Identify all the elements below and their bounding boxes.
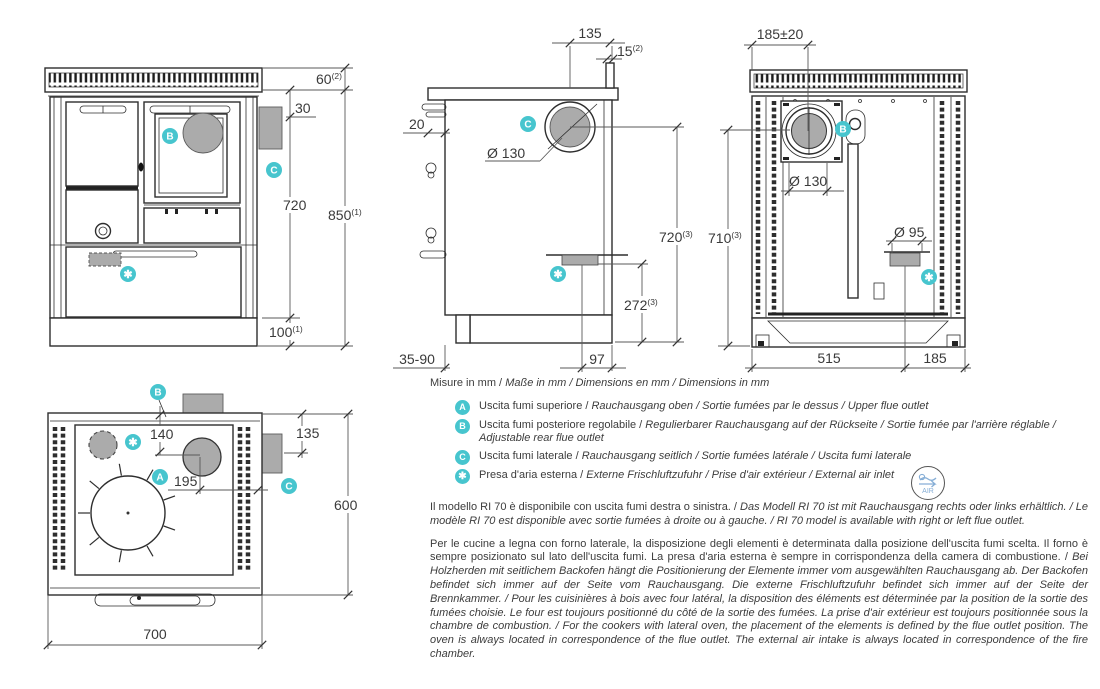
dim-top-outlet-depth: 135 bbox=[296, 425, 320, 441]
marker-air-front bbox=[120, 266, 136, 282]
dim-side-upstand: 15$^{(2)}$ bbox=[617, 43, 643, 59]
side-worktop bbox=[428, 88, 618, 100]
marker-b-front bbox=[162, 128, 178, 144]
side-hinge-bottom bbox=[420, 251, 446, 258]
dim-rear-air-offset: 515 bbox=[817, 350, 841, 366]
front-hob-grill bbox=[49, 73, 258, 87]
top-air-inlet bbox=[89, 431, 117, 459]
dim-side-air-offset: 97 bbox=[589, 351, 605, 367]
side-air-inlet bbox=[562, 255, 598, 265]
marker-air-side bbox=[550, 266, 566, 282]
door-latch bbox=[139, 163, 144, 172]
front-oven-drawer bbox=[144, 208, 240, 243]
svg-text:✱: ✱ bbox=[128, 437, 138, 449]
legend-item-label: Uscita fumi superiore / Rauchausgang oben / Sortie fumées par le dessus / Upper flue outlet bbox=[479, 399, 929, 412]
note-flue-availability: Il modello RI 70 è disponibile con uscita fumi destra o sinistra. / Das Modell RI 70 ist mit Rauchausgang rechts oder links erhältlich. / Le modèle RI 70 est disponible avec sortie fumées à droite ou à gauche. / RI 70 model is available with right or left flue outlet. bbox=[430, 501, 1088, 527]
side-plinth bbox=[470, 315, 612, 343]
side-knob-lower bbox=[426, 228, 436, 238]
front-firebox-door bbox=[66, 102, 138, 186]
dim-rear-air-edge: 185 bbox=[923, 350, 947, 366]
side-hinge-top bbox=[422, 104, 446, 110]
svg-text:B: B bbox=[166, 131, 174, 143]
dim-front-plinth: 100$^{(1)}$ bbox=[269, 324, 303, 340]
svg-text:A: A bbox=[156, 472, 164, 484]
marker-c-side bbox=[520, 116, 536, 132]
legend bbox=[430, 377, 1088, 488]
rear-flue-channel bbox=[848, 144, 858, 298]
legend-item-air-inlet bbox=[430, 469, 1088, 484]
air-certification-icon bbox=[911, 466, 945, 500]
dim-top-depth: 600 bbox=[334, 497, 358, 513]
marker-b-top bbox=[150, 384, 166, 400]
dim-top-flue-depth: 140 bbox=[150, 426, 174, 442]
air-regulator-knob bbox=[96, 224, 111, 239]
front-side-flue-outlet bbox=[259, 107, 282, 149]
marker-air-top bbox=[125, 434, 141, 450]
marker-c-front bbox=[266, 162, 282, 178]
marker-a-top bbox=[152, 469, 168, 485]
legend-item-upper-flue bbox=[430, 400, 1088, 415]
side-knob-upper bbox=[426, 163, 436, 173]
marker-c-top bbox=[281, 478, 297, 494]
notes bbox=[430, 501, 1088, 671]
marker-air-legend: ✱ bbox=[455, 469, 470, 484]
dim-rear-flue-offset: 185±20 bbox=[756, 26, 804, 42]
dim-front-total-height: 850$^{(1)}$ bbox=[328, 207, 362, 223]
top-flue-opening bbox=[183, 438, 221, 476]
dim-rear-flue-dia: Ø 130 bbox=[789, 173, 828, 189]
legend-item-rear-flue bbox=[430, 419, 1088, 446]
dim-front-outlet-height: 720 bbox=[283, 197, 307, 213]
legend-item-label: Uscita fumi posteriore regolabile / Regulierbarer Rauchausgang auf der Rückseite / Sortie fumée par l'arrière réglable / Adjustable rear flue outlet bbox=[479, 418, 1056, 444]
rear-view bbox=[705, 26, 971, 372]
svg-text:B: B bbox=[839, 124, 847, 136]
top-rear-flue-outlet bbox=[183, 394, 223, 413]
svg-text:C: C bbox=[285, 481, 293, 493]
marker-a-legend: A bbox=[455, 400, 470, 415]
dim-side-feet: 35-90 bbox=[399, 351, 435, 367]
top-side-flue-outlet bbox=[262, 434, 282, 473]
marker-air-rear bbox=[921, 269, 937, 285]
svg-text:✱: ✱ bbox=[553, 269, 563, 281]
dim-side-flue-height: 720$^{(3)}$ bbox=[659, 229, 693, 245]
front-flue-opening bbox=[183, 113, 223, 153]
legend-item-side-flue bbox=[430, 450, 1088, 465]
svg-text:B: B bbox=[154, 387, 162, 399]
rear-hob-grill bbox=[754, 74, 963, 88]
front-view bbox=[45, 64, 366, 350]
dim-side-flue-offset: 135 bbox=[578, 25, 602, 41]
dim-front-worktop: 60$^{(2)}$ bbox=[316, 71, 342, 87]
front-air-inlet bbox=[89, 253, 121, 266]
dim-side-rear-gap: 20 bbox=[409, 116, 425, 132]
dim-rear-air-dia: Ø 95 bbox=[894, 224, 925, 240]
svg-text:C: C bbox=[270, 165, 278, 177]
dim-side-air-height: 272$^{(3)}$ bbox=[624, 297, 658, 313]
legend-item-label: Uscita fumi laterale / Rauchausgang seitlich / Sortie fumées latérale / Uscita fumi laterale bbox=[479, 449, 912, 462]
dim-side-flue-dia: Ø 130 bbox=[487, 145, 526, 161]
side-upstand bbox=[606, 63, 614, 88]
note-element-placement: Per le cucine a legna con forno laterale, la disposizione degli elementi è determinata dalla posizione dell'uscita fumi scelta. Il forno è sempre posizionato sul lato dell'uscita fumi. La presa d'aria esterna è sempre in corrispondenza della camera di combustione. / Bei Holzherden mit seitlichem Backofen hängt die Positionierung der Elemente immer vom ausgewählten Rauchausgang ab. Der Backofen befindet sich immer auf der Seite vom Rauchausgang. Die externe Frischluftzufuhr befindet sich immer auf der Seite der Brennkammer. / Pour les cuisinières à bois avec four latéral, la disposition des éléments est déterminée par la position de la sortie des fumées choisie. Le four est toujours positionné du côté de la sortie des fumées. La prise d'air extérieur est toujours positionnée sous la chambre de combustion. / For the cookers with lateral oven, the placement of the elements is defined by the flue outlet position. The oven is always located in correspondence of the flue outlet. The external air intake is always located in correspondence of the fire chamber. bbox=[430, 537, 1088, 660]
dim-top-flue-side: 195 bbox=[174, 473, 198, 489]
svg-text:AIR: AIR bbox=[922, 488, 934, 495]
svg-text:✱: ✱ bbox=[123, 269, 133, 281]
marker-b-legend: B bbox=[455, 419, 470, 434]
side-foot bbox=[456, 315, 470, 343]
front-plinth bbox=[50, 318, 257, 346]
top-view bbox=[44, 384, 366, 649]
legend-item-label: Presa d'aria esterna / Externe Frischluftzufuhr / Prise d'air extérieur / External air inlet bbox=[479, 468, 895, 481]
svg-text:C: C bbox=[524, 119, 532, 131]
dim-front-outlet-top: 30 bbox=[295, 100, 311, 116]
marker-c-legend: C bbox=[455, 450, 470, 465]
units-note: Misure in mm / Maße in mm / Dimensions en mm / Dimensions in mm bbox=[430, 377, 770, 389]
rear-air-inlet bbox=[890, 253, 920, 266]
dim-top-width: 700 bbox=[143, 626, 167, 642]
svg-text:✱: ✱ bbox=[924, 272, 934, 284]
marker-b-rear bbox=[835, 121, 851, 137]
side-view bbox=[393, 25, 700, 372]
dim-rear-flue-height: 710$^{(3)}$ bbox=[708, 230, 742, 246]
